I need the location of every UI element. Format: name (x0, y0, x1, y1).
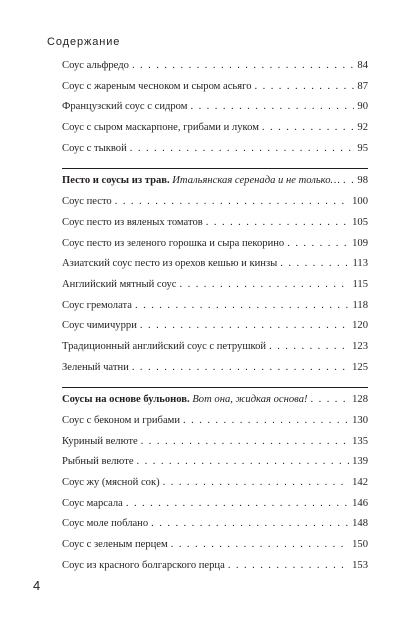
running-header: Содержание (47, 36, 121, 48)
toc-leader (228, 560, 349, 571)
toc-entry-page: 123 (352, 340, 368, 352)
toc-leader (135, 300, 350, 311)
toc-entry-page: 100 (352, 196, 368, 208)
toc-entry-page: 125 (352, 361, 368, 373)
toc-leader (132, 60, 354, 71)
toc-entry-title: Соус песто из вяленых томатов (62, 216, 203, 228)
toc-entry (62, 539, 368, 560)
toc-entry-page: 90 (357, 101, 368, 113)
toc-entry-title: Рыбный велюте (62, 456, 134, 468)
toc-entry-title: Соус песто из зеленого горошка и сыра пекорино (62, 237, 285, 249)
toc-leader (141, 436, 349, 447)
toc-leader (280, 258, 349, 269)
toc-leader (126, 498, 349, 509)
toc-entry-title: Куриный велюте (62, 435, 138, 447)
toc-entry (62, 60, 368, 81)
toc-section-page: 128 (352, 394, 368, 406)
toc-entry (62, 320, 368, 341)
toc-entry (62, 196, 368, 217)
toc-entry-title: Английский мятный соус (62, 278, 177, 290)
toc-leader (140, 320, 349, 331)
toc-entry (62, 362, 368, 383)
toc-leader (190, 101, 354, 112)
toc-entry-title: Соус чимичурри (62, 320, 137, 332)
toc-entry-title: Соус с беконом и грибами (62, 415, 181, 426)
toc-leader (137, 456, 350, 467)
toc-entry-page: 84 (357, 60, 368, 71)
toc-entry-page: 87 (357, 80, 368, 92)
toc-entry (62, 560, 368, 581)
toc-leader (115, 196, 349, 207)
toc-entry-page: 105 (352, 216, 368, 228)
toc-entry (62, 279, 368, 300)
toc-entry-page: 150 (352, 539, 368, 551)
toc-entry-page: 113 (352, 258, 368, 270)
toc-leader (132, 362, 349, 373)
toc-entry-title: Соус альфредо (62, 60, 129, 71)
toc-entry (62, 477, 368, 498)
toc-group-sauces (62, 60, 368, 163)
toc-entry (62, 498, 368, 519)
toc-entry-title: Соус марсала (62, 497, 123, 509)
toc-section-broth-sauces (62, 394, 368, 580)
section-divider (62, 387, 368, 388)
toc-leader (311, 394, 350, 405)
toc-leader (255, 81, 355, 92)
toc-entry-title: Соус с жареным чесноком и сыром асьяго (62, 80, 252, 92)
toc-entry (62, 518, 368, 539)
toc-entry-page: 95 (357, 142, 368, 154)
toc-section-heading (62, 175, 368, 196)
toc-leader (163, 477, 349, 488)
toc-entry-page: 118 (352, 299, 368, 311)
toc-entry-title: Соус гремолата (62, 299, 132, 311)
toc-section-title (62, 175, 340, 186)
toc-entry (62, 258, 368, 279)
toc-entry-title: Соус с тыквой (62, 142, 127, 154)
toc-entry-page: 115 (352, 278, 368, 290)
toc-entry-title: Соус песто (62, 196, 112, 208)
toc-leader (343, 175, 354, 186)
toc-leader (206, 217, 349, 228)
toc-entry (62, 456, 368, 477)
toc-entry (62, 217, 368, 238)
section-title-italic: Вот она, жидкая основа! (192, 394, 308, 406)
toc-entry-title: Французский соус с сидром (62, 101, 188, 113)
toc-leader (130, 143, 355, 154)
toc-entry-page: 120 (352, 320, 368, 332)
toc-section-heading (62, 394, 368, 415)
toc-entry (62, 122, 368, 143)
toc-entry-page: 139 (352, 456, 368, 468)
toc-leader (171, 539, 349, 550)
section-title-bold: Соусы на основе бульонов. (62, 394, 190, 406)
toc-entry-title: Соус моле поблано (62, 518, 149, 530)
toc-entry-title: Соус с сыром маскарпоне, грибами и луком (62, 122, 259, 134)
toc-entry-page: 148 (352, 518, 368, 530)
toc-entry-title: Азиатский соус песто из орехов кешью и кинзы (62, 258, 278, 270)
section-title-italic: Итальянская серенада и не только… (172, 175, 340, 187)
toc-leader (180, 279, 350, 290)
toc-entry (62, 143, 368, 164)
section-title-bold: Песто и соусы из трав. (62, 175, 170, 187)
toc-entry-page: 92 (357, 122, 368, 134)
toc-entry (62, 415, 368, 436)
toc-entry (62, 81, 368, 102)
toc-entry-page: 146 (352, 497, 368, 509)
page-number: 4 (33, 578, 41, 593)
table-of-contents (62, 60, 368, 581)
toc-leader (183, 415, 349, 426)
toc-entry-page: 130 (352, 415, 368, 426)
toc-section-page: 98 (357, 175, 368, 187)
toc-section-pesto (62, 175, 368, 382)
toc-entry-title: Соус с зеленым перцем (62, 539, 168, 551)
toc-entry-title: Традиционный английский соус с петрушкой (62, 340, 267, 352)
toc-leader (262, 122, 354, 133)
section-divider (62, 168, 368, 169)
toc-leader (269, 341, 349, 352)
toc-section-title (62, 394, 308, 405)
toc-entry-page: 109 (352, 237, 368, 249)
toc-entry-page: 142 (352, 477, 368, 489)
toc-entry (62, 341, 368, 362)
toc-entry-title: Соус жу (мясной сок) (62, 477, 160, 489)
toc-leader (151, 518, 349, 529)
toc-entry (62, 238, 368, 259)
toc-entry-title: Зеленый чатни (62, 361, 129, 373)
toc-leader (287, 238, 349, 249)
toc-entry (62, 436, 368, 457)
toc-entry-page: 135 (352, 435, 368, 447)
toc-entry-page: 153 (352, 559, 368, 571)
toc-entry (62, 300, 368, 321)
toc-entry-title: Соус из красного болгарского перца (62, 559, 225, 571)
toc-entry (62, 101, 368, 122)
